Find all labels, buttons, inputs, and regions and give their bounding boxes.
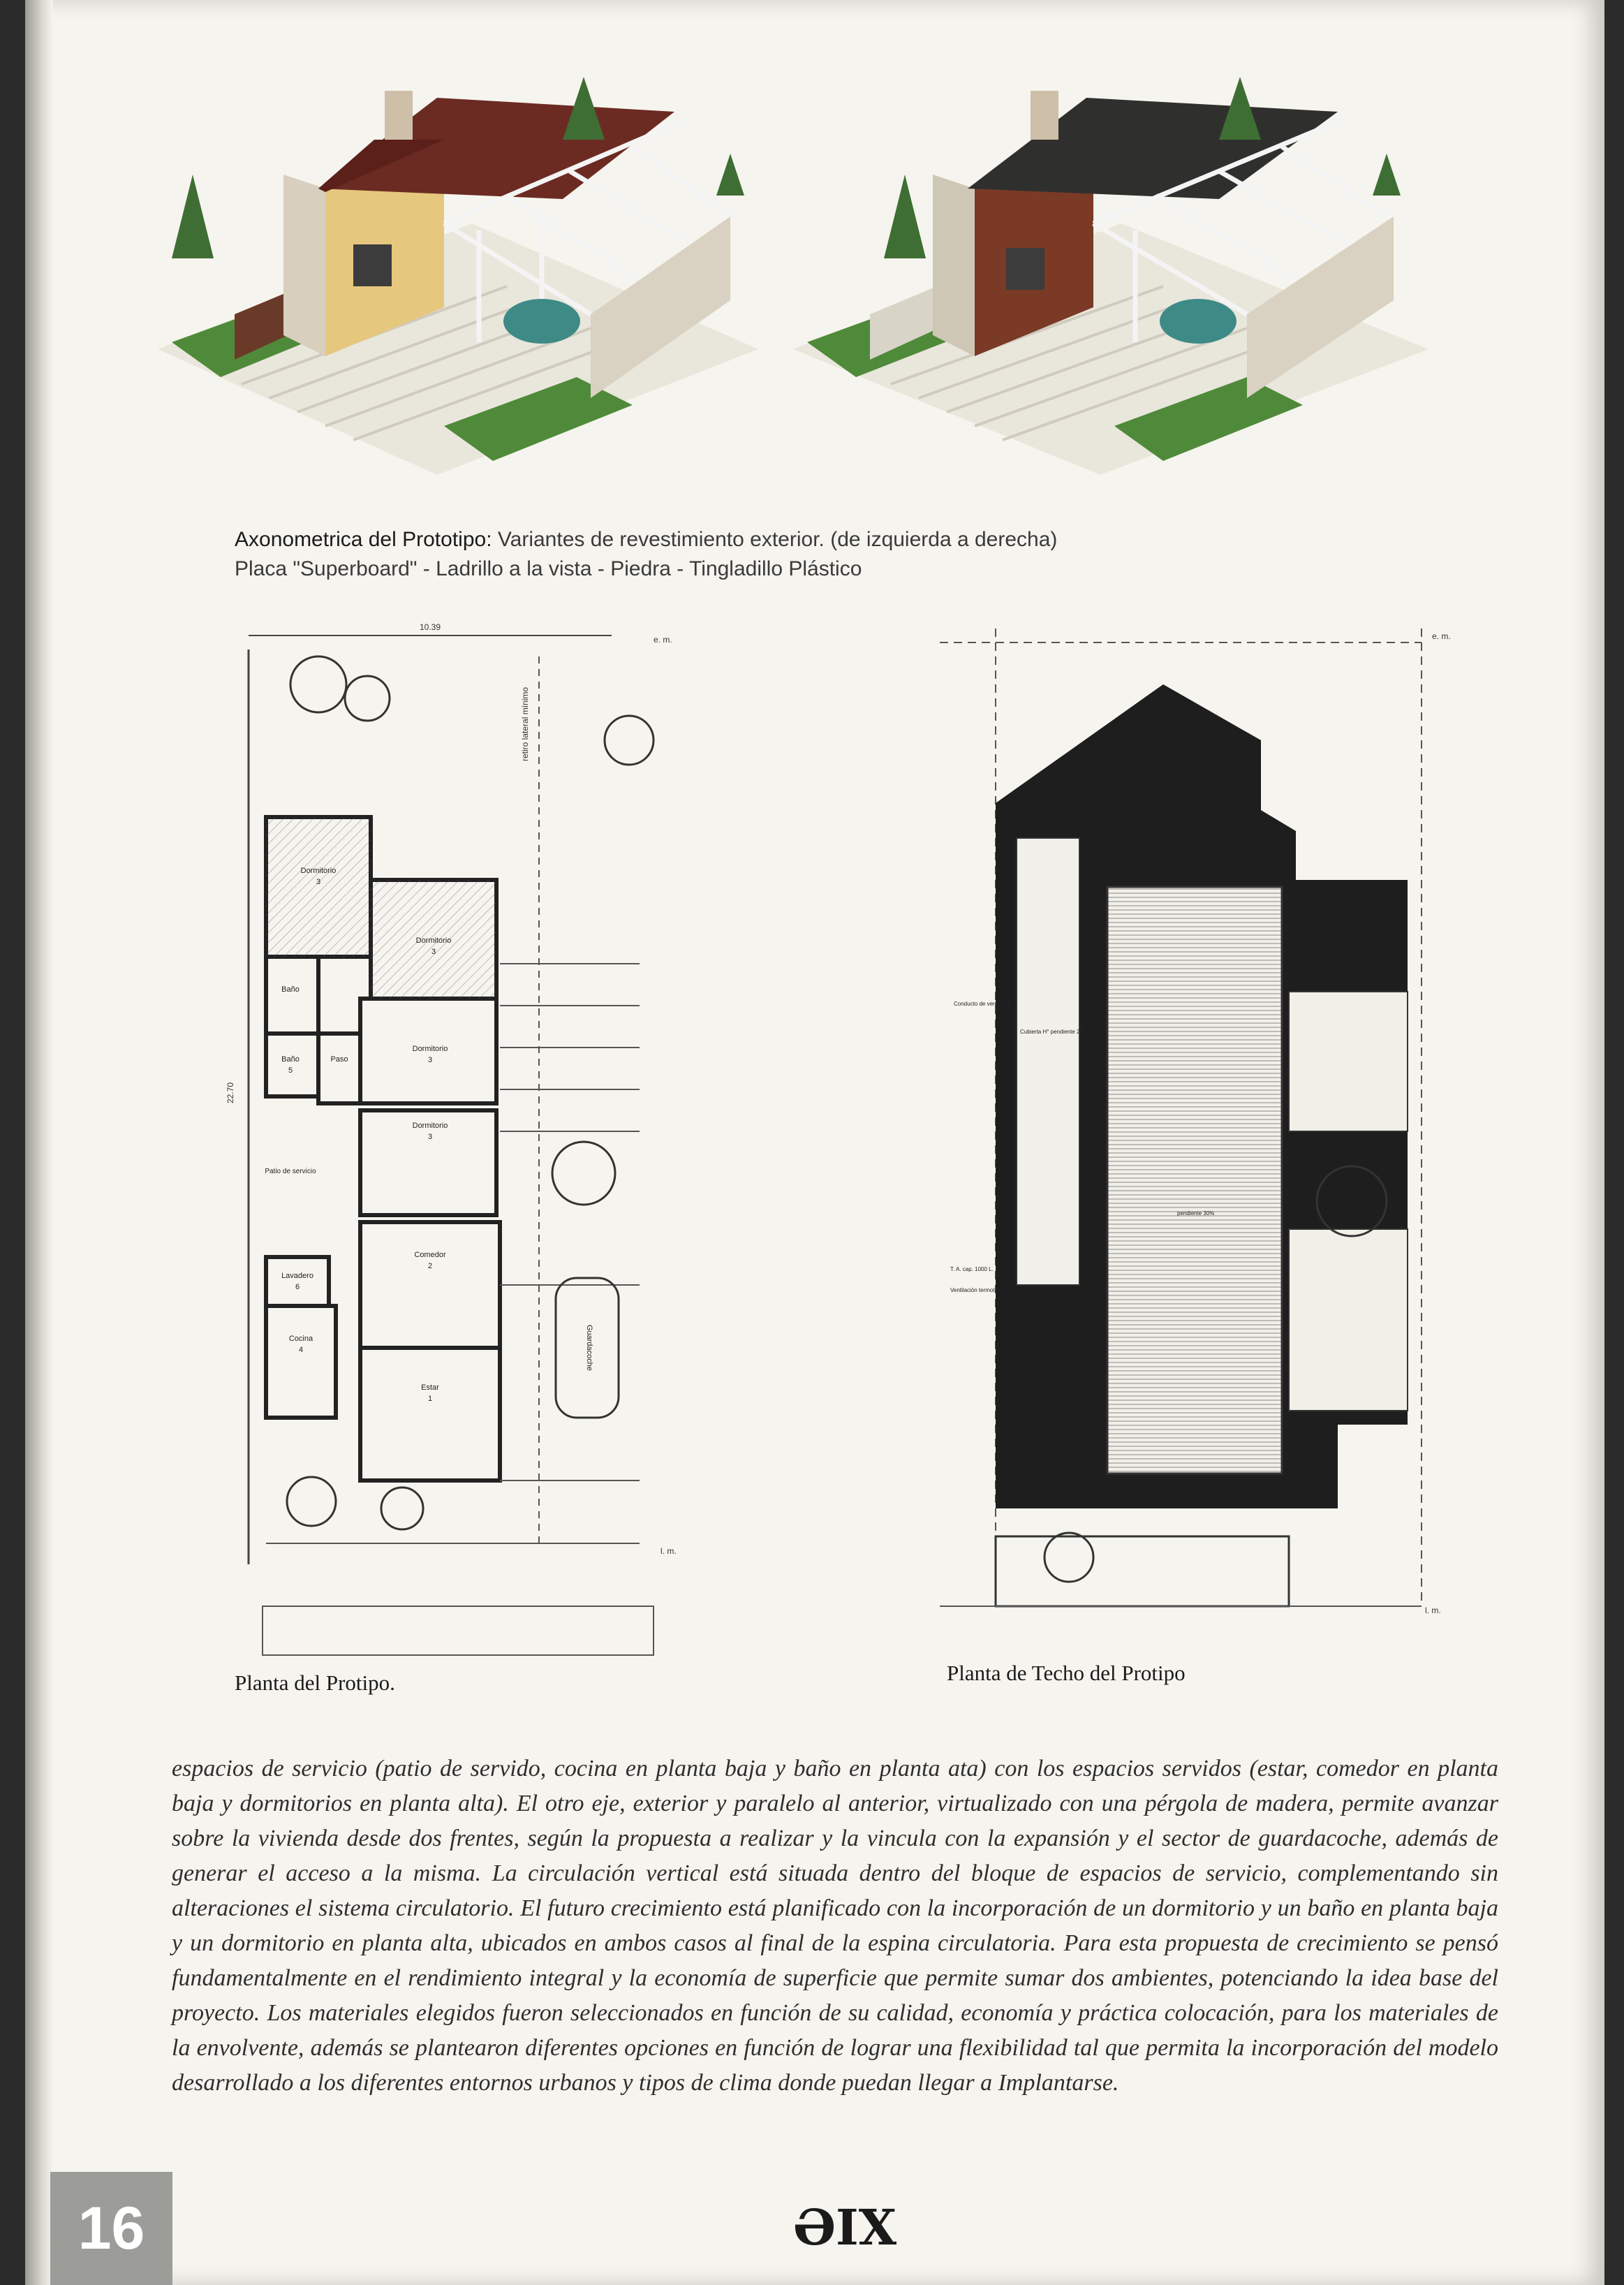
room-bano	[266, 1034, 318, 1096]
axonometric-left-drawing	[144, 49, 772, 503]
floor-plan-drawing	[221, 615, 709, 1662]
book-page	[25, 0, 1604, 2285]
caption-title: Axonometrica del Prototipo:	[235, 528, 492, 551]
body-paragraph-block	[172, 1751, 1498, 2101]
label-dormitorio-right: Dormitorio	[415, 936, 452, 945]
site-lines	[263, 964, 654, 1655]
num-comedor: 2	[427, 1262, 433, 1270]
caption-line1: Variantes de revestimiento exterior. (de izquierda a derecha)	[492, 528, 1058, 551]
dim-side: 22.70	[226, 1082, 235, 1103]
label-dormitorio-mid: Dormitorio	[412, 1045, 448, 1053]
num-estar: 1	[427, 1395, 433, 1403]
floor-plan	[221, 615, 709, 1662]
room-comedor	[360, 1222, 500, 1348]
pergola-bay	[1289, 992, 1408, 1131]
tree-right	[716, 154, 744, 196]
label-guardacoche: Guardacoche	[585, 1324, 593, 1372]
tree-symbol	[290, 656, 346, 712]
room-bano-top	[266, 957, 318, 1034]
label-em: e. m.	[1432, 631, 1451, 641]
num-dormitorio-mid: 3	[427, 1056, 433, 1064]
window	[353, 244, 392, 286]
room-paso	[318, 1034, 360, 1103]
axonometric-superboard-variant	[144, 49, 772, 503]
roof-plan	[919, 601, 1463, 1662]
num-dormitorio-low: 3	[427, 1133, 433, 1141]
tree-symbol	[381, 1487, 423, 1529]
roof-plan-caption: Planta de Techo del Protipo	[947, 1661, 1186, 1685]
chimney	[1031, 91, 1058, 140]
num-cocina: 4	[298, 1346, 304, 1354]
floor-plan-caption: Planta del Protipo.	[235, 1670, 395, 1695]
label-paso: Paso	[330, 1055, 348, 1064]
label-dormitorio-top: Dormitorio	[300, 867, 337, 875]
front-planter	[996, 1536, 1289, 1606]
label-conducto: Conducto de vent. baño	[954, 1001, 1013, 1007]
tree-left	[172, 175, 214, 258]
car	[503, 299, 580, 344]
tree-left	[884, 175, 926, 258]
axonometric-right-drawing	[786, 49, 1449, 503]
label-cocina: Cocina	[288, 1335, 313, 1343]
sloped-roof	[1107, 887, 1282, 1474]
page-number: 16	[50, 2172, 172, 2285]
label-em: e. m.	[654, 635, 672, 645]
car	[1160, 299, 1237, 344]
axonometric-brick-variant	[786, 49, 1449, 503]
window	[1006, 248, 1044, 290]
label-ventilacion: Ventilación termotanque	[950, 1287, 1010, 1293]
tree-symbol	[345, 676, 390, 721]
caption-line2: Placa "Superboard" - Ladrillo a la vista - Piedra - Tingladillo Plástico	[235, 557, 862, 580]
book-binding-shadow	[25, 0, 53, 2285]
num-bano: 5	[288, 1066, 293, 1075]
label-comedor: Comedor	[414, 1251, 446, 1259]
num-dormitorio-top: 3	[316, 878, 321, 886]
label-bano: Baño	[281, 1055, 300, 1064]
chimney	[385, 91, 413, 140]
label-estar: Estar	[421, 1383, 439, 1392]
room-estar	[360, 1348, 500, 1481]
tree-symbol	[552, 1142, 615, 1205]
dim-top: 10.39	[419, 622, 441, 632]
tree-symbol	[1044, 1533, 1093, 1582]
label-bano-top: Baño	[281, 985, 300, 994]
label-lm: l. m.	[660, 1546, 677, 1556]
body-paragraph: espacios de servicio (patio de servido, cocina en planta baja y baño en planta ata) con los espacios servidos (estar, comedor en planta baja y dormitorios en planta alta). El otro eje, exterior y paralelo al anterior, virtualizado con una pérgola de madera, permite avanzar sobre la vivienda desde dos frentes, según la propuesta a realizar y la vincula con la expansión y el sector de guardacoche, además de generar el acceso a la misma. La circulación vertical está situada dentro del bloque de espacios de servicio, complementando sin alteraciones el sistema circulatorio. El futuro crecimiento está planificado con la incorporación de un dormitorio y un baño en planta baja y un dormitorio en planta alta, ubicados en ambos casos al final de la espina circulatoria. Para esta propuesta de crecimiento se pensó fundamentalmente en el rendimiento integral y la economía de superficie que permite sumar dos ambientes, potenciando la idea base del proyecto. Los materiales elegidos fueron seleccionados en función de su calidad, economía y práctica colocación, para los materiales de la envolvente, además se plantearon diferentes opciones en función de lograr una flexibilidad tal que permita la incorporación del modelo desarrollado a los diferentes entornos urbanos y tipos de clima donde puedan llegar a Implantarse.	[172, 1756, 1498, 2096]
num-lavadero: 6	[295, 1283, 300, 1291]
room-lavadero	[266, 1257, 329, 1306]
roof-slab-left	[1017, 838, 1079, 1285]
axonometric-caption	[235, 525, 1282, 584]
tree-right	[1373, 154, 1401, 196]
label-patio: Patio de servicio	[265, 1168, 316, 1175]
label-pendiente: pendiente 30%	[1177, 1210, 1215, 1217]
num-dormitorio-right: 3	[431, 948, 436, 956]
label-lm: l. m.	[1425, 1606, 1441, 1615]
pergola-bay	[1289, 1229, 1408, 1411]
tree-symbol	[605, 716, 654, 765]
tree-symbol	[287, 1477, 336, 1526]
room-cocina	[266, 1306, 336, 1418]
roof-plan-drawing	[919, 601, 1463, 1662]
label-tanque: T. A. cap. 1000 L.	[950, 1266, 994, 1272]
label-dormitorio-low: Dormitorio	[412, 1122, 448, 1130]
publisher-logo: ƏIX	[793, 2198, 897, 2256]
label-cubierta: Cubierta H° pendiente 2%	[1020, 1029, 1085, 1035]
label-lavadero: Lavadero	[281, 1272, 313, 1280]
label-retiro: retiro lateral mínimo	[520, 686, 530, 761]
